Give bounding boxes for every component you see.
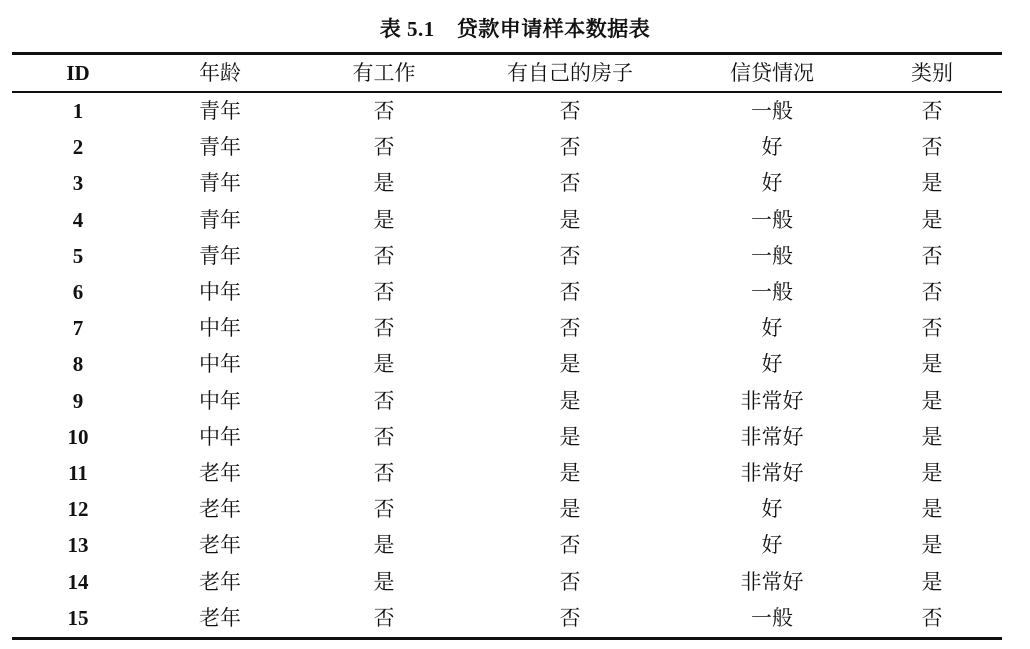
cell-id: 1 <box>72 99 84 123</box>
cell-own-house: 否 <box>559 533 581 558</box>
column-header-age: 年龄 <box>199 61 241 85</box>
cell-class: 是 <box>921 352 943 377</box>
cell-id: 13 <box>67 533 89 558</box>
cell-own-house: 否 <box>559 135 581 160</box>
cell-credit: 一般 <box>751 99 793 123</box>
cell-has-job: 否 <box>373 135 395 160</box>
cell-class: 是 <box>921 424 943 449</box>
cell-has-job: 是 <box>373 569 395 594</box>
cell-has-job: 否 <box>373 280 395 304</box>
table-caption-number: 表 5.1 <box>379 17 435 41</box>
cell-own-house: 是 <box>559 461 581 485</box>
table-row <box>12 274 1002 310</box>
cell-own-house: 否 <box>559 243 581 268</box>
table-row <box>12 455 1002 491</box>
cell-own-house: 否 <box>559 605 581 630</box>
cell-age: 中年 <box>199 352 241 377</box>
cell-age: 老年 <box>199 605 241 630</box>
column-header-class: 类别 <box>911 61 953 85</box>
cell-age: 青年 <box>199 99 241 123</box>
cell-has-job: 否 <box>373 388 395 413</box>
cell-age: 中年 <box>199 280 241 304</box>
cell-age: 中年 <box>199 388 241 413</box>
table-row <box>12 564 1002 600</box>
cell-age: 青年 <box>199 207 241 232</box>
cell-class: 是 <box>921 461 943 485</box>
cell-own-house: 否 <box>559 171 581 196</box>
cell-age: 青年 <box>199 243 241 268</box>
cell-class: 否 <box>921 605 943 630</box>
cell-id: 12 <box>67 497 89 522</box>
cell-id: 10 <box>67 424 89 449</box>
cell-credit: 一般 <box>751 243 793 268</box>
cell-has-job: 否 <box>373 99 395 123</box>
cell-class: 是 <box>921 569 943 594</box>
cell-has-job: 否 <box>373 461 395 485</box>
cell-age: 中年 <box>199 424 241 449</box>
cell-class: 是 <box>921 388 943 413</box>
table-caption-title: 贷款申请样本数据表 <box>456 17 651 41</box>
cell-credit: 好 <box>761 497 783 522</box>
cell-class: 是 <box>921 171 943 196</box>
column-header-own-house: 有自己的房子 <box>507 61 633 85</box>
cell-credit: 一般 <box>751 280 793 304</box>
cell-id: 5 <box>72 243 84 268</box>
table-row <box>12 600 1002 636</box>
cell-age: 老年 <box>199 533 241 558</box>
cell-credit: 非常好 <box>740 569 804 594</box>
cell-age: 青年 <box>199 171 241 196</box>
cell-credit: 好 <box>761 352 783 377</box>
cell-id: 7 <box>72 316 84 341</box>
column-header-id: ID <box>66 61 90 85</box>
cell-id: 11 <box>68 461 88 485</box>
cell-id: 3 <box>72 171 84 196</box>
cell-has-job: 是 <box>373 352 395 377</box>
cell-own-house: 是 <box>559 388 581 413</box>
cell-credit: 非常好 <box>740 461 804 485</box>
cell-class: 否 <box>921 316 943 341</box>
cell-class: 否 <box>921 280 943 304</box>
cell-own-house: 是 <box>559 424 581 449</box>
cell-age: 老年 <box>199 497 241 522</box>
cell-age: 中年 <box>199 316 241 341</box>
table-row <box>12 238 1002 274</box>
cell-credit: 好 <box>761 533 783 558</box>
cell-has-job: 否 <box>373 497 395 522</box>
cell-age: 青年 <box>199 135 241 160</box>
cell-class: 是 <box>921 207 943 232</box>
cell-own-house: 是 <box>559 207 581 232</box>
cell-id: 6 <box>72 280 84 304</box>
column-header-has-job: 有工作 <box>352 61 416 85</box>
cell-own-house: 否 <box>559 316 581 341</box>
cell-id: 15 <box>67 605 89 630</box>
cell-class: 否 <box>921 243 943 268</box>
cell-credit: 一般 <box>751 605 793 630</box>
cell-credit: 非常好 <box>740 424 804 449</box>
cell-own-house: 否 <box>559 99 581 123</box>
table-row <box>12 346 1002 382</box>
table-row <box>12 93 1002 129</box>
table-caption <box>0 14 1030 44</box>
cell-id: 14 <box>67 569 89 594</box>
cell-has-job: 否 <box>373 243 395 268</box>
cell-age: 老年 <box>199 461 241 485</box>
column-header-credit: 信贷情况 <box>730 61 814 85</box>
table-row <box>12 202 1002 238</box>
table-row <box>12 383 1002 419</box>
cell-own-house: 否 <box>559 569 581 594</box>
cell-id: 2 <box>72 135 84 160</box>
table-row <box>12 310 1002 346</box>
table-header-row <box>12 55 1002 91</box>
table-row <box>12 419 1002 455</box>
table-bottom-rule <box>12 637 1002 640</box>
cell-id: 4 <box>72 207 84 232</box>
cell-id: 8 <box>72 352 84 377</box>
cell-credit: 好 <box>761 316 783 341</box>
cell-has-job: 否 <box>373 424 395 449</box>
cell-own-house: 是 <box>559 352 581 377</box>
cell-class: 否 <box>921 135 943 160</box>
cell-class: 否 <box>921 99 943 123</box>
table-row <box>12 527 1002 563</box>
cell-class: 是 <box>921 533 943 558</box>
table-row <box>12 129 1002 165</box>
cell-id: 9 <box>72 388 84 413</box>
cell-has-job: 否 <box>373 605 395 630</box>
cell-own-house: 否 <box>559 280 581 304</box>
cell-age: 老年 <box>199 569 241 594</box>
cell-has-job: 是 <box>373 171 395 196</box>
cell-credit: 一般 <box>751 207 793 232</box>
cell-credit: 非常好 <box>740 388 804 413</box>
cell-has-job: 是 <box>373 533 395 558</box>
table-row <box>12 491 1002 527</box>
cell-credit: 好 <box>761 171 783 196</box>
cell-credit: 好 <box>761 135 783 160</box>
table-row <box>12 165 1002 201</box>
cell-own-house: 是 <box>559 497 581 522</box>
cell-has-job: 否 <box>373 316 395 341</box>
cell-has-job: 是 <box>373 207 395 232</box>
cell-class: 是 <box>921 497 943 522</box>
